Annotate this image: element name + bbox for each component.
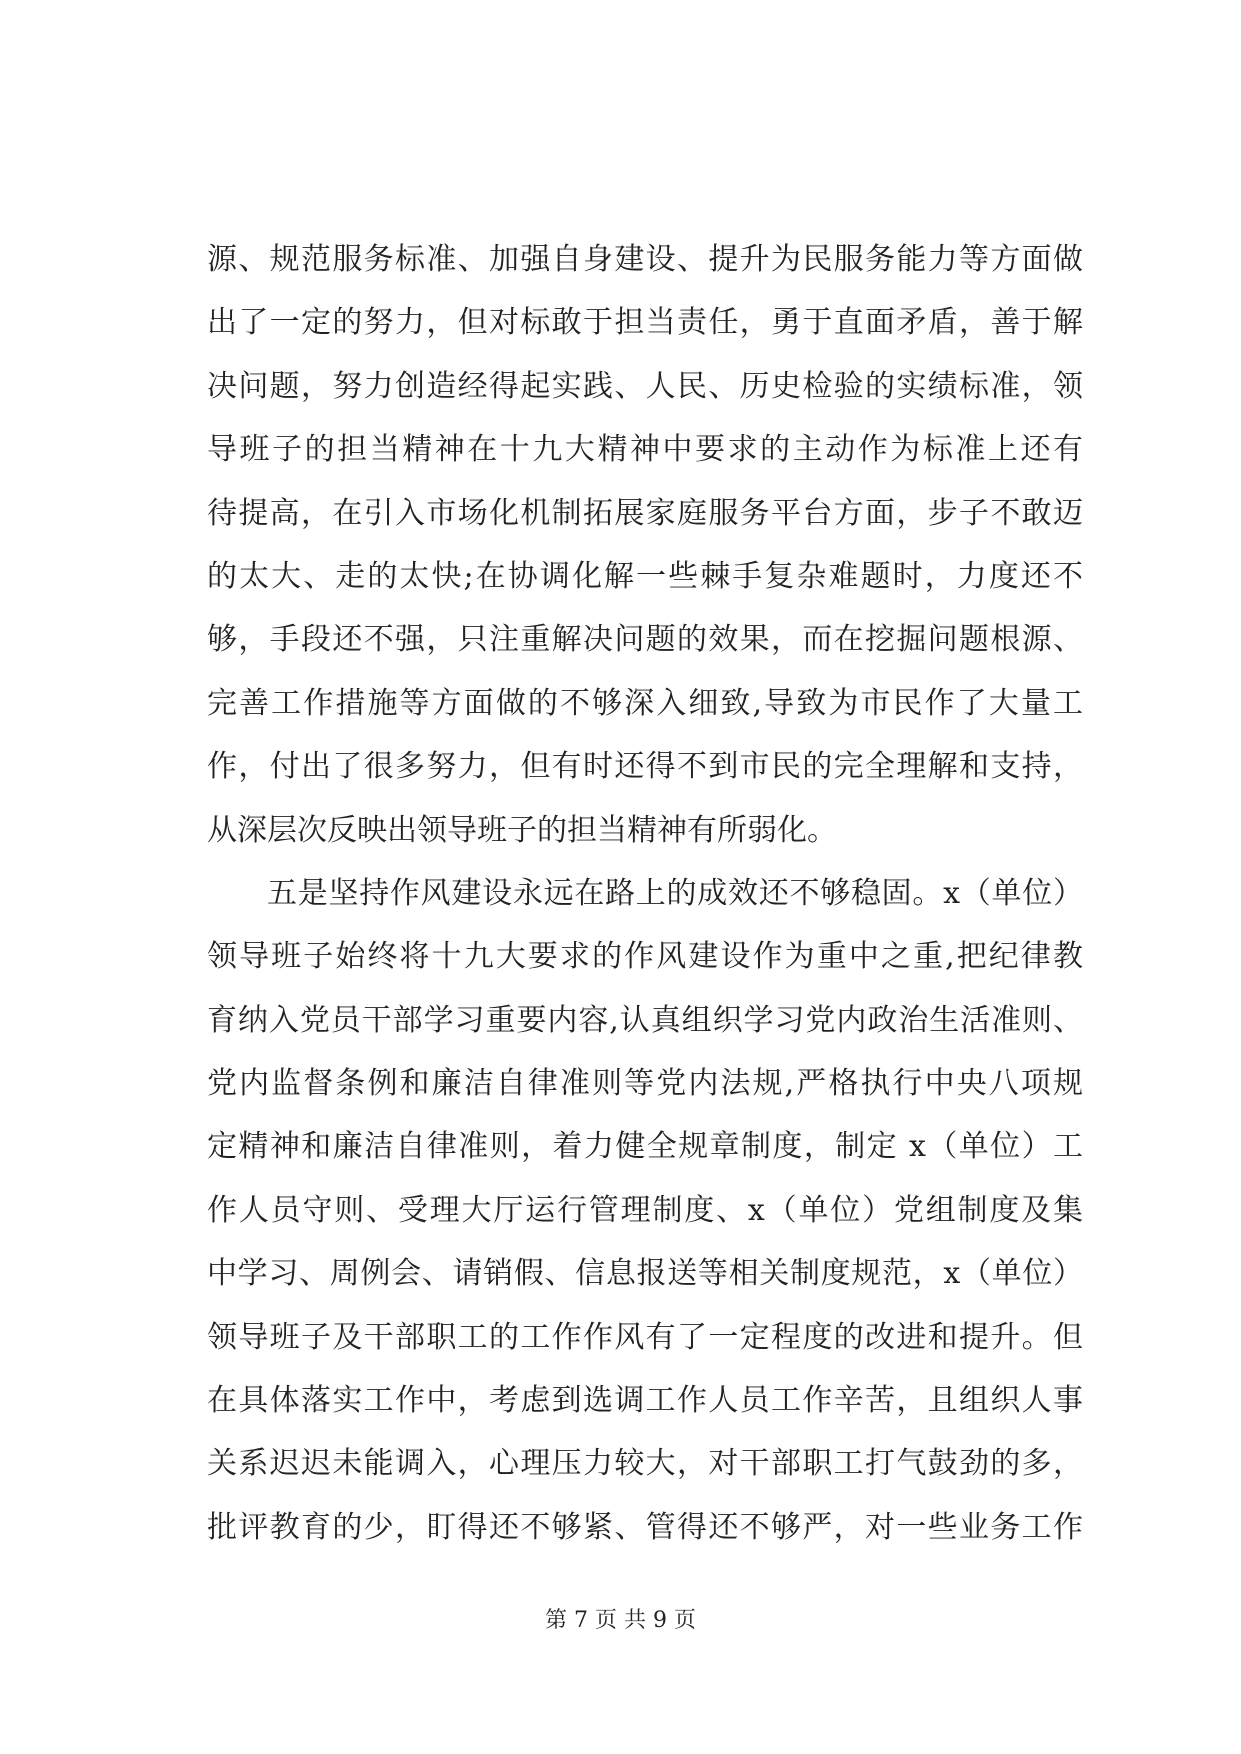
text-line: 导班子的担当精神在十九大精神中要求的主动作为标准上还有 [207, 432, 1083, 468]
text-line: 决问题，努力创造经得起实践、人民、历史检验的实绩标准，领 [207, 368, 1083, 404]
document-body [207, 228, 1083, 1559]
text-line: 待提高，在引入市场化机制拓展家庭服务平台方面，步子不敢迈 [207, 495, 1083, 531]
text-line: 关系迟迟未能调入，心理压力较大，对干部职工打气鼓劲的多， [207, 1446, 1083, 1482]
text-line: 五是坚持作风建设永远在路上的成效还不够稳固。x（单位） [267, 875, 1083, 911]
page-number-footer: 第 7 页 共 9 页 [545, 1608, 696, 1633]
text-line: 的太大、走的太快;在协调化解一些棘手复杂难题时，力度还不 [207, 558, 1083, 594]
paragraph-1 [207, 228, 1083, 862]
text-line: 作人员守则、受理大厅运行管理制度、x（单位）党组制度及集 [207, 1192, 1083, 1228]
text-line: 作，付出了很多努力，但有时还得不到市民的完全理解和支持， [207, 749, 1083, 785]
text-line: 党内监督条例和廉洁自律准则等党内法规,严格执行中央八项规 [207, 1066, 1083, 1102]
text-line: 定精神和廉洁自律准则，着力健全规章制度，制定 x（单位）工 [207, 1129, 1083, 1165]
text-line: 够，手段还不强，只注重解决问题的效果，而在挖掘问题根源、 [207, 622, 1083, 658]
text-line: 完善工作措施等方面做的不够深入细致,导致为市民作了大量工 [207, 685, 1083, 721]
paragraph-2 [207, 862, 1083, 1559]
text-line: 中学习、周例会、请销假、信息报送等相关制度规范，x（单位） [207, 1256, 1083, 1292]
text-line: 批评教育的少，盯得还不够紧、管得还不够严，对一些业务工作 [207, 1509, 1083, 1545]
text-line: 育纳入党员干部学习重要内容,认真组织学习党内政治生活准则、 [207, 1002, 1083, 1038]
text-line: 出了一定的努力，但对标敢于担当责任，勇于直面矛盾，善于解 [207, 305, 1083, 341]
text-line: 在具体落实工作中，考虑到选调工作人员工作辛苦，且组织人事 [207, 1383, 1083, 1419]
text-line: 从深层次反映出领导班子的担当精神有所弱化。 [207, 812, 837, 848]
text-line: 源、规范服务标准、加强自身建设、提升为民服务能力等方面做 [207, 242, 1083, 277]
text-line: 领导班子及干部职工的工作作风有了一定程度的改进和提升。但 [207, 1319, 1083, 1355]
text-line: 领导班子始终将十九大要求的作风建设作为重中之重,把纪律教 [207, 939, 1083, 975]
